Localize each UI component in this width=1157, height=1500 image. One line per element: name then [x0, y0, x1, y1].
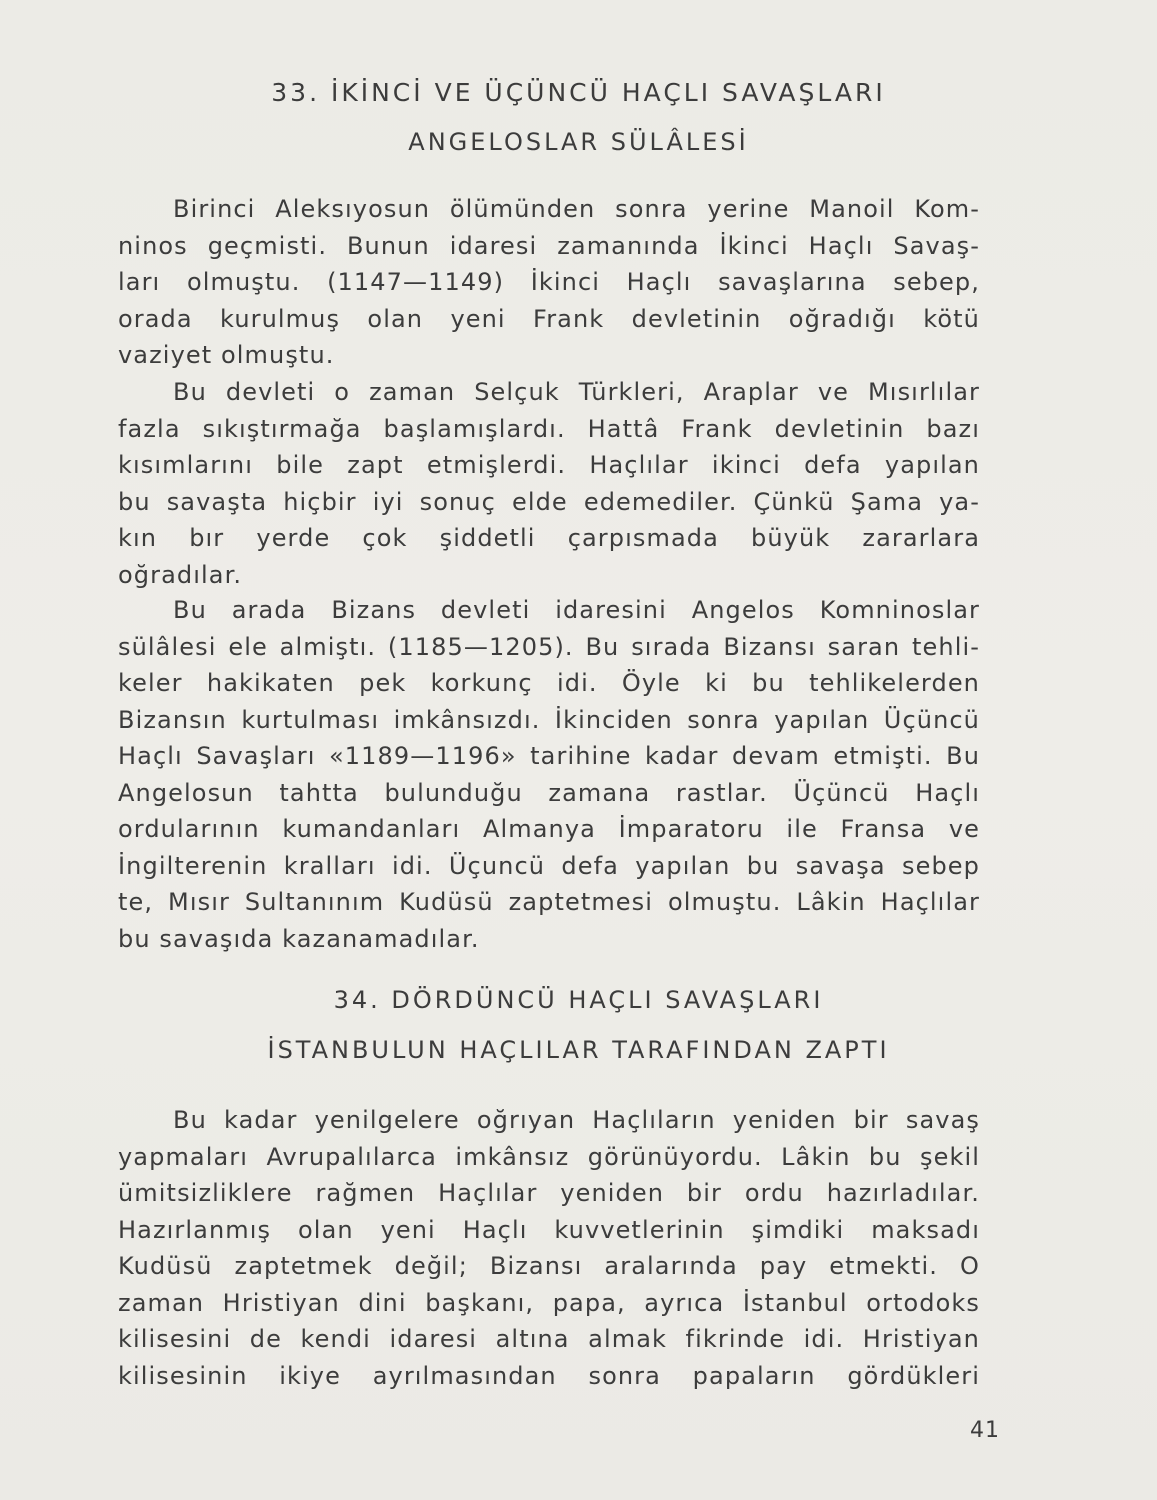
text-line: Birinci Aleksıyosun ölümünden sonra yerine Manoil Kom-: [173, 195, 980, 223]
text-line: Bu arada Bizans devleti idaresini Angelos Komninoslar: [173, 596, 980, 624]
text-line: bu savaşıda kazanamadılar.: [118, 924, 480, 953]
text-line: ninos geçmisti. Bunun idaresi zamanında İkinci Haçlı Savaş-: [118, 231, 980, 260]
text-line: yapmaları Avrupalılarca imkânsız görünüyordu. Lâkin bu şekil: [118, 1142, 980, 1171]
text-line: İngilterenin kralları idi. Üçuncü defa yapılan bu savaşa sebep: [118, 851, 980, 880]
text-line: ordularının kumandanları Almanya İmparatoru ile Fransa ve: [118, 815, 980, 843]
section-34-subtitle: İSTANBULUN HAÇLILAR TARAFINDAN ZAPTI: [267, 1036, 890, 1064]
text-line: te, Mısır Sultanınım Kudüsü zaptetmesi olmuştu. Lâkin Haçlılar: [118, 888, 980, 916]
text-line: orada kurulmuş olan yeni Frank devletinin oğradığı kötü: [118, 304, 980, 333]
section-34-paragraph-1: [118, 1102, 980, 1394]
section-33-paragraph-1: [118, 191, 980, 374]
text-line: Kudüsü zaptetmek değil; Bizansı aralarında pay etmekti. O: [118, 1252, 980, 1280]
text-line: vaziyet olmuştu.: [118, 341, 335, 369]
text-line: sülâlesi ele almiştı. (1185—1205). Bu sırada Bizansı saran tehli-: [118, 632, 980, 661]
text-line: ümitsizliklere rağmen Haçlılar yeniden bir ordu hazırladılar.: [118, 1179, 980, 1207]
section-33-paragraph-2: [118, 374, 980, 593]
section-33-paragraph-3: [118, 592, 980, 957]
section-33-title: 33. İKİNCİ VE ÜÇÜNCÜ HAÇLI SAVAŞLARI: [271, 78, 886, 107]
text-line: kısımlarını bile zapt etmişlerdi. Haçlılar ikinci defa yapılan: [118, 451, 980, 479]
text-line: zaman Hristiyan dini başkanı, papa, ayrıca İstanbul ortodoks: [118, 1288, 980, 1317]
text-line: Bu kadar yenilgelere oğrıyan Haçlıların yeniden bir savaş: [173, 1106, 980, 1134]
text-line: Bizansın kurtulması imkânsızdı. İkinciden sonra yapılan Üçüncü: [118, 705, 980, 734]
section-34-title: 34. DÖRDÜNCÜ HAÇLI SAVAŞLARI: [333, 986, 824, 1014]
text-line: kilisesinin ikiye ayrılmasından sonra papaların gördükleri: [118, 1361, 980, 1390]
text-line: bu savaşta hiçbir iyi sonuç elde edemediler. Çünkü Şama ya-: [118, 487, 980, 516]
text-line: Haçlı Savaşları «1189—1196» tarihine kadar devam etmişti. Bu: [118, 742, 980, 770]
text-line: Hazırlanmış olan yeni Haçlı kuvvetlerinin şimdiki maksadı: [118, 1215, 980, 1244]
text-line: Angelosun tahtta bulunduğu zamana rastlar. Üçüncü Haçlı: [118, 778, 980, 807]
text-line: ları olmuştu. (1147—1149) İkinci Haçlı savaşlarına sebep,: [118, 268, 980, 296]
text-line: keler hakikaten pek korkunç idi. Öyle ki bu tehlikelerden: [118, 669, 980, 697]
page-number: 41: [970, 1418, 1000, 1443]
text-line: kın bır yerde çok şiddetli çarpısmada büyük zararlara: [118, 524, 980, 552]
text-line: fazla sıkıştırmağa başlamışlardı. Hattâ Frank devletinin bazı: [118, 414, 980, 443]
text-line: oğradılar.: [118, 560, 243, 589]
text-line: Bu devleti o zaman Selçuk Türkleri, Araplar ve Mısırlılar: [173, 378, 980, 406]
text-line: kilisesini de kendi idaresi altına almak fikrinde idi. Hristiyan: [118, 1325, 980, 1353]
section-33-subtitle: ANGELOSLAR SÜLÂLESİ: [408, 128, 749, 156]
